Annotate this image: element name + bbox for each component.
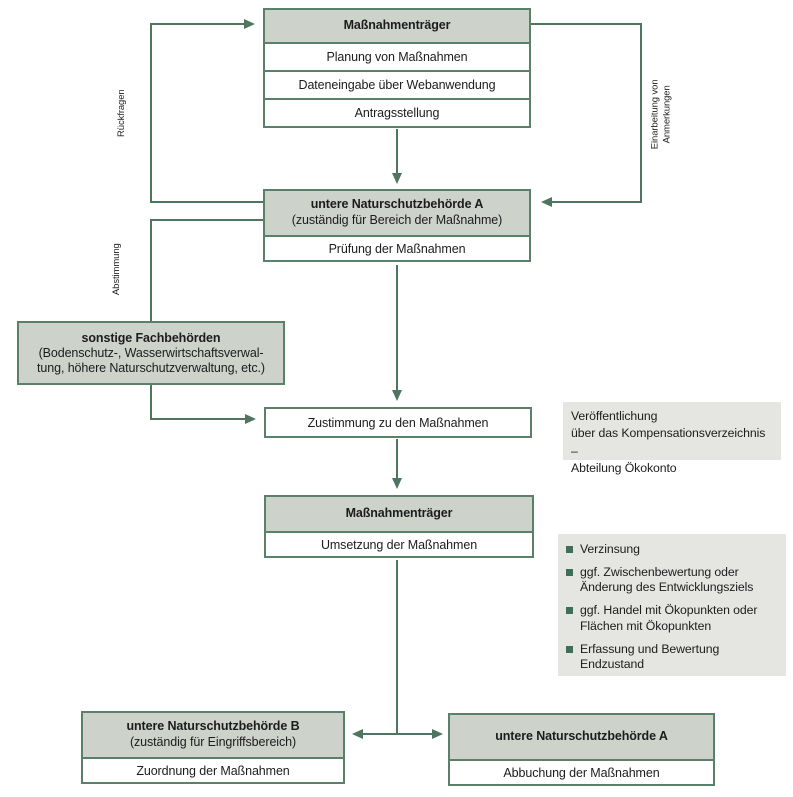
panel-veroeffentlichung xyxy=(563,402,781,476)
label-einarbeitung-line2: Anmerkungen xyxy=(662,85,673,144)
box-sonstige-fachbehoerden xyxy=(17,321,285,385)
box-naturschutzbehoerde-a-abbuchung xyxy=(448,713,715,786)
panel-veroeffentlichung-line2: über das Kompensationsverzeichnis – xyxy=(571,426,766,458)
bullet-text xyxy=(580,542,640,558)
box-naturschutzbehoerde-a-header xyxy=(265,191,529,235)
label-rueckfragen: Rückfragen xyxy=(115,89,127,137)
box-massnahmentraeger-mitte-title: Maßnahmenträger xyxy=(266,497,532,531)
bullet-line: Änderung des Entwicklungsziels xyxy=(580,580,754,595)
line-rueckfragen xyxy=(151,24,263,202)
label-abstimmung: Abstimmung xyxy=(110,243,122,296)
bullet-line: Endzustand xyxy=(580,657,644,672)
row-abbuchung: Abbuchung der Maßnahmen xyxy=(450,759,713,784)
bullet-line: Erfassung und Bewertung xyxy=(580,641,720,656)
box-massnahmentraeger-top xyxy=(263,8,531,128)
row-zuordnung: Zuordnung der Maßnahmen xyxy=(83,757,343,782)
box-fachbehoerden-line1: (Bodenschutz-, Wasserwirtschaftsverwal- xyxy=(38,345,264,360)
panel-bullet-list xyxy=(558,534,786,676)
bullet-line: ggf. Zwischenbewertung oder xyxy=(580,564,739,579)
box-naturschutzbehoerde-a-pruefung xyxy=(263,189,531,262)
box-naturschutzbehoerde-b xyxy=(81,711,345,784)
row-dateneingabe: Dateneingabe über Webanwendung xyxy=(265,70,529,98)
row-umsetzung: Umsetzung der Maßnahmen xyxy=(266,531,532,556)
bullet-line: Verzinsung xyxy=(580,542,640,556)
bullet-text xyxy=(580,642,719,673)
line-einarbeitung xyxy=(531,24,641,202)
bullet-line: ggf. Handel mit Ökopunkten oder xyxy=(580,603,758,618)
bullet-text xyxy=(580,603,757,634)
bullet-square-icon xyxy=(566,569,573,576)
list-item xyxy=(566,565,780,596)
list-item xyxy=(566,542,780,558)
bullet-square-icon xyxy=(566,607,573,614)
bullet-square-icon xyxy=(566,546,573,553)
line-abstimmung xyxy=(151,220,263,419)
box-massnahmentraeger-top-title: Maßnahmenträger xyxy=(265,10,529,42)
box-fachbehoerden-line2: tung, höhere Naturschutzverwaltung, etc.) xyxy=(37,360,265,375)
bullet-text xyxy=(580,565,753,596)
box-naturschutzbehoerde-a-abbuchung-title: untere Naturschutzbehörde A xyxy=(450,715,713,759)
box-naturschutzbehoerde-b-header xyxy=(83,713,343,757)
row-antragsstellung: Antragsstellung xyxy=(265,98,529,126)
box-massnahmentraeger-mitte xyxy=(264,495,534,558)
bullet-square-icon xyxy=(566,646,573,653)
label-einarbeitung-line1: Einarbeitung von xyxy=(649,79,661,150)
list-item xyxy=(566,603,780,634)
row-planung: Planung von Maßnahmen xyxy=(265,42,529,70)
box-naturschutzbehoerde-a-subtitle: (zuständig für Bereich der Maßnahme) xyxy=(291,213,503,227)
panel-veroeffentlichung-line1: Veröffentlichung xyxy=(571,409,658,423)
panel-veroeffentlichung-line3: Abteilung Ökokonto xyxy=(571,461,677,476)
row-pruefung: Prüfung der Maßnahmen xyxy=(265,235,529,260)
label-einarbeitung xyxy=(650,54,675,174)
list-item xyxy=(566,642,780,673)
box-naturschutzbehoerde-b-title: untere Naturschutzbehörde B xyxy=(126,719,300,734)
bullet-line: Flächen mit Ökopunkten xyxy=(580,618,712,633)
box-fachbehoerden-title: sonstige Fachbehörden xyxy=(81,330,221,345)
box-zustimmung: Zustimmung zu den Maßnahmen xyxy=(264,407,532,438)
box-naturschutzbehoerde-b-subtitle: (zuständig für Eingriffsbereich) xyxy=(129,735,297,749)
box-naturschutzbehoerde-a-title: untere Naturschutzbehörde A xyxy=(310,197,484,212)
